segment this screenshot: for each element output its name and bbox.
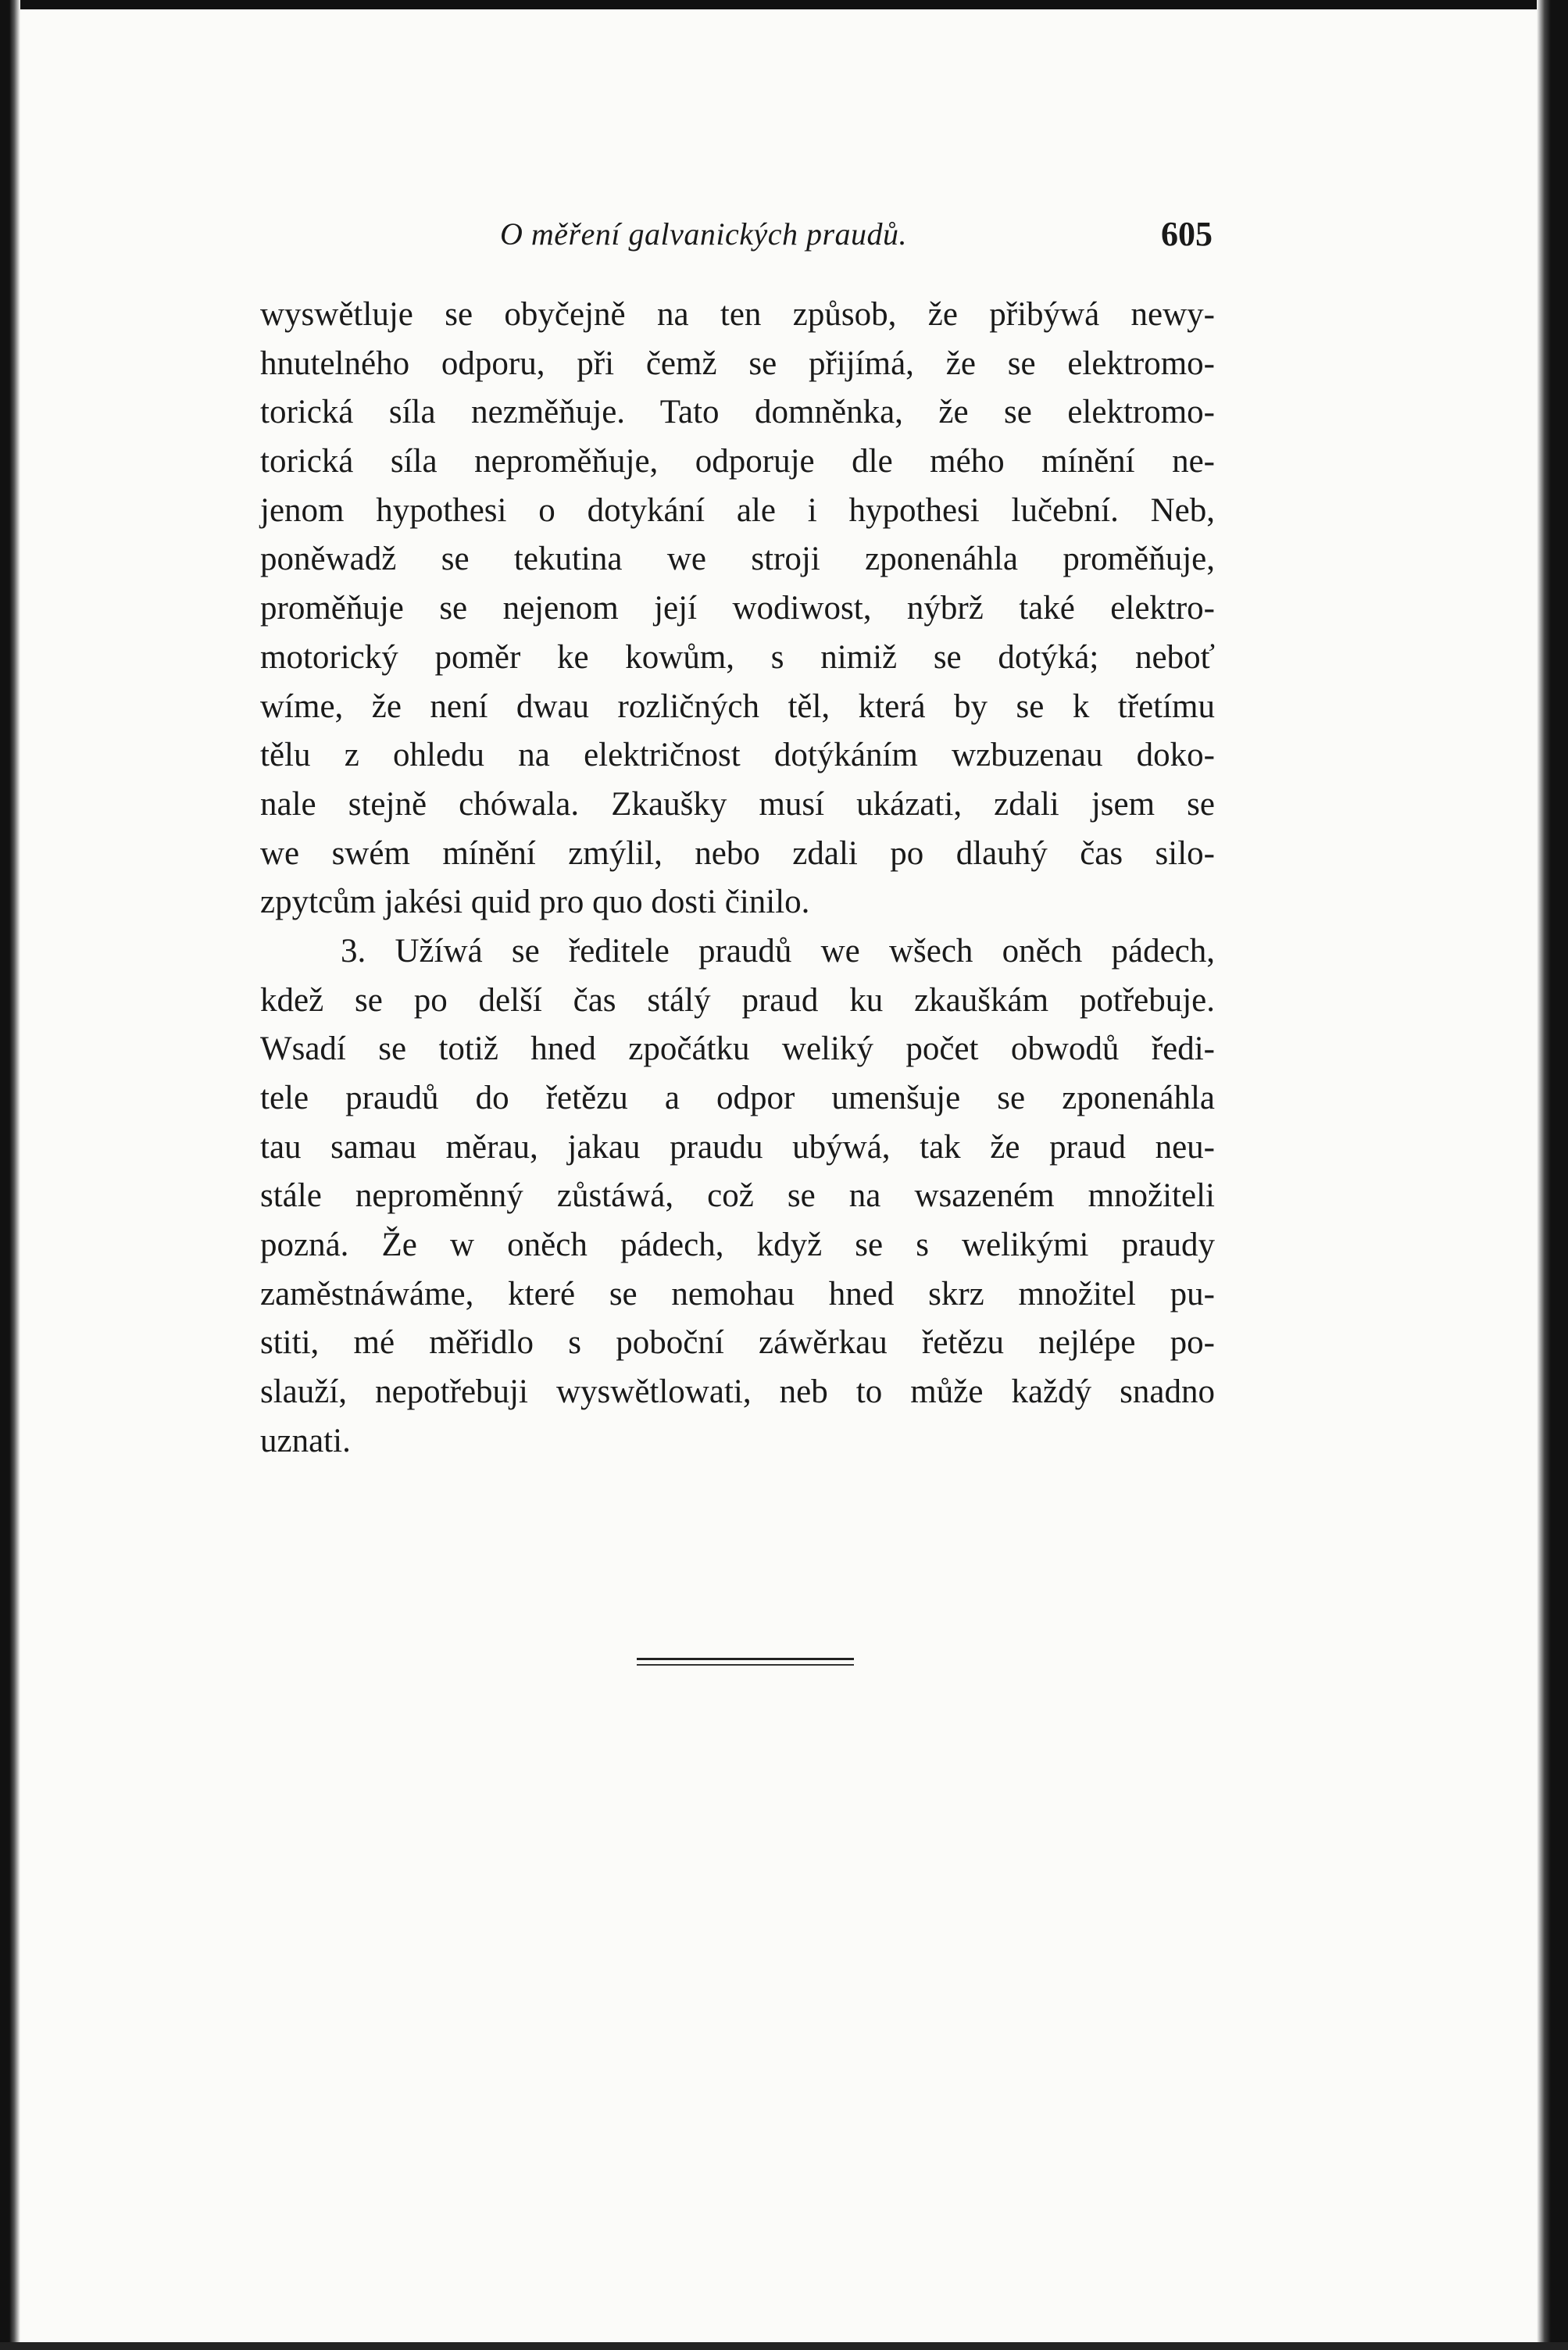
text-line: wíme, že není dwau rozličných těl, která by se k třetímu [260,688,1215,725]
text-line: kdež se po delší čas stálý praud ku zkauškám potřebuje. [260,981,1215,1019]
body-text [260,291,1215,1466]
scan-edge-left [0,0,20,2350]
text-line: motorický poměr ke kowům, s nimiž se dotýká; neboť [260,638,1215,676]
text-line: pozná. Že w oněch pádech, když se s welikými praudy [260,1227,1215,1264]
scan-edge-top [16,0,1555,9]
running-head [258,216,1213,262]
running-title: O měření galvanických praudů. [500,216,908,252]
text-line-paragraph-end: uznati. [260,1422,351,1459]
scan-edge-right [1537,0,1568,2350]
text-line-paragraph-end: zpytcům jakési quid pro quo dosti činilo. [260,884,810,921]
text-line: zaměstnáwáme, které se nemohau hned skrz množitel pu- [260,1275,1215,1312]
text-line: jenom hypothesi o dotykání ale i hypothesi lučební. Neb, [260,491,1215,529]
text-line: tělu z ohledu na električnost dotýkáním wzbuzenau doko- [260,737,1215,774]
text-line: hnutelného odporu, při čemž se přijímá, že se elektromo- [260,345,1215,382]
text-line: torická síla neproměňuje, odporuje dle mého mínění ne- [260,443,1215,480]
text-line: poněwadž se tekutina we stroji zponenáhla proměňuje, [260,541,1215,578]
section-end-rule [637,1658,854,1660]
text-line: nale stejně chówala. Zkaušky musí ukázati, zdali jsem se [260,785,1215,823]
text-line-paragraph-start: 3. Užíwá se ředitele praudů we wšech oněch pádech, [341,932,1215,970]
text-line: tele praudů do řetězu a odpor umenšuje se zponenáhla [260,1080,1215,1116]
scan-edge-bottom [0,2342,1568,2350]
page-number: 605 [1161,215,1213,253]
text-line: proměňuje se nejenom její wodiwost, nýbrž také elektro- [260,590,1215,627]
text-line: slauží, nepotřebuji wyswětlowati, neb to může každý snadno [260,1373,1215,1411]
section-end-rule-lower [637,1664,854,1666]
text-line: wyswětluje se obyčejně na ten způsob, že přibýwá newy- [260,296,1215,333]
text-line: we swém mínění zmýlil, nebo zdali po dlauhý čas silo- [260,834,1215,872]
text-line: tau samau měrau, jakau praudu ubýwá, tak že praud neu- [260,1128,1215,1166]
text-line: stále neproměnný zůstáwá, což se na wsazeném množiteli [260,1177,1215,1215]
text-line: stiti, mé měřidlo s poboční záwěrkau řetězu nejlépe po- [260,1324,1215,1362]
text-line: Wsadí se totiž hned zpočátku weliký počet obwodů ředi- [260,1030,1215,1068]
text-line: torická síla nezměňuje. Tato domněnka, že se elektromo- [260,394,1215,431]
